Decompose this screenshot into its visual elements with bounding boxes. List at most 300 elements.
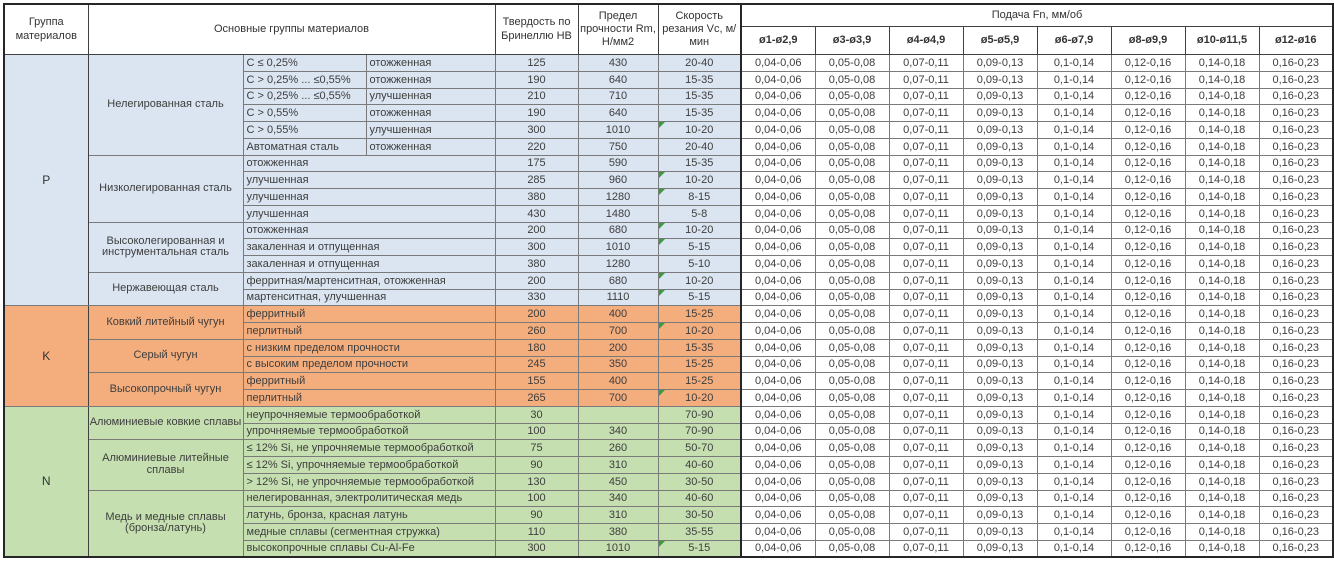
feed-cell: 0,09-0,13	[963, 71, 1037, 88]
material-detail-cell: C > 0,25% ... ≤0,55%	[243, 71, 366, 88]
feed-cell: 0,16-0,23	[1259, 440, 1333, 457]
rm-cell: 680	[578, 222, 658, 239]
feed-cell: 0,1-0,14	[1037, 105, 1111, 122]
feed-cell: 0,09-0,13	[963, 222, 1037, 239]
feed-cell: 0,07-0,11	[889, 373, 963, 390]
vc-cell	[658, 457, 741, 474]
feed-cell: 0,09-0,13	[963, 373, 1037, 390]
feed-cell: 0,16-0,23	[1259, 390, 1333, 407]
material-detail-cell: с низким пределом прочности	[243, 339, 495, 356]
feed-cell: 0,04-0,06	[741, 473, 815, 490]
subgroup-name-cell: Высоколегированная и инструментальная сталь	[88, 222, 243, 272]
header-main-groups: Основные группы материалов	[88, 4, 495, 55]
feed-cell: 0,14-0,18	[1185, 289, 1259, 306]
feed-cell: 0,05-0,08	[815, 373, 889, 390]
note-triangle-icon	[659, 122, 665, 128]
feed-cell: 0,14-0,18	[1185, 356, 1259, 373]
feed-cell: 0,16-0,23	[1259, 373, 1333, 390]
rm-cell: 1010	[578, 122, 658, 139]
feed-cell: 0,04-0,06	[741, 323, 815, 340]
hb-cell: 200	[495, 272, 578, 289]
vc-cell	[658, 55, 741, 72]
feed-cell: 0,16-0,23	[1259, 507, 1333, 524]
material-detail-cell: перлитный	[243, 323, 495, 340]
subgroup-name-cell: Ковкий литейный чугун	[88, 306, 243, 340]
feed-cell: 0,04-0,06	[741, 155, 815, 172]
vc-cell	[658, 222, 741, 239]
feed-cell: 0,07-0,11	[889, 239, 963, 256]
header-row-top	[4, 4, 1333, 27]
hb-cell: 90	[495, 507, 578, 524]
rm-cell: 310	[578, 507, 658, 524]
feed-cell: 0,12-0,16	[1111, 239, 1185, 256]
feed-cell: 0,14-0,18	[1185, 138, 1259, 155]
feed-cell: 0,12-0,16	[1111, 205, 1185, 222]
hb-cell: 110	[495, 524, 578, 541]
header-dia-2: ø3-ø3,9	[815, 27, 889, 55]
vc-cell	[658, 423, 741, 440]
vc-value: 15-25	[685, 358, 714, 371]
feed-cell: 0,14-0,18	[1185, 323, 1259, 340]
feed-cell: 0,12-0,16	[1111, 256, 1185, 273]
feed-cell: 0,16-0,23	[1259, 473, 1333, 490]
feed-cell: 0,04-0,06	[741, 256, 815, 273]
feed-cell: 0,04-0,06	[741, 490, 815, 507]
feed-cell: 0,04-0,06	[741, 289, 815, 306]
feed-cell: 0,16-0,23	[1259, 339, 1333, 356]
feed-cell: 0,1-0,14	[1037, 540, 1111, 557]
feed-cell: 0,16-0,23	[1259, 172, 1333, 189]
vc-cell	[658, 122, 741, 139]
feed-cell: 0,1-0,14	[1037, 356, 1111, 373]
feed-cell: 0,05-0,08	[815, 138, 889, 155]
subgroup-name-cell: Нелегированная сталь	[88, 55, 243, 156]
header-dia-5: ø6-ø7,9	[1037, 27, 1111, 55]
feed-cell: 0,07-0,11	[889, 473, 963, 490]
feed-cell: 0,1-0,14	[1037, 373, 1111, 390]
feed-cell: 0,07-0,11	[889, 406, 963, 423]
feed-cell: 0,16-0,23	[1259, 356, 1333, 373]
feed-cell: 0,07-0,11	[889, 205, 963, 222]
vc-value: 70-90	[685, 408, 714, 421]
feed-cell: 0,1-0,14	[1037, 222, 1111, 239]
feed-cell: 0,04-0,06	[741, 339, 815, 356]
vc-value: 15-35	[685, 73, 714, 86]
feed-cell: 0,16-0,23	[1259, 289, 1333, 306]
feed-cell: 0,04-0,06	[741, 239, 815, 256]
subgroup-name-cell: Медь и медные сплавы (бронза/латунь)	[88, 490, 243, 557]
feed-cell: 0,04-0,06	[741, 406, 815, 423]
feed-cell: 0,1-0,14	[1037, 339, 1111, 356]
feed-cell: 0,12-0,16	[1111, 105, 1185, 122]
rm-cell: 680	[578, 272, 658, 289]
feed-cell: 0,14-0,18	[1185, 507, 1259, 524]
table-row	[4, 490, 1333, 507]
feed-cell: 0,09-0,13	[963, 272, 1037, 289]
rm-cell	[578, 406, 658, 423]
material-detail-cell: перлитный	[243, 390, 495, 407]
rm-cell: 710	[578, 88, 658, 105]
hb-cell: 30	[495, 406, 578, 423]
rm-cell: 310	[578, 457, 658, 474]
feed-cell: 0,05-0,08	[815, 155, 889, 172]
note-triangle-icon	[659, 541, 665, 547]
vc-value: 8-15	[688, 190, 711, 203]
hb-cell: 130	[495, 473, 578, 490]
feed-cell: 0,14-0,18	[1185, 306, 1259, 323]
feed-cell: 0,07-0,11	[889, 138, 963, 155]
feed-cell: 0,05-0,08	[815, 457, 889, 474]
feed-cell: 0,09-0,13	[963, 306, 1037, 323]
subgroup-name-cell: Низколегированная сталь	[88, 155, 243, 222]
vc-value: 35-55	[685, 525, 714, 538]
hb-cell: 180	[495, 339, 578, 356]
feed-cell: 0,09-0,13	[963, 155, 1037, 172]
material-detail-cell: улучшенная	[243, 205, 495, 222]
vc-cell	[658, 239, 741, 256]
feed-cell: 0,12-0,16	[1111, 88, 1185, 105]
feed-cell: 0,16-0,23	[1259, 122, 1333, 139]
vc-cell	[658, 189, 741, 206]
subgroup-name-cell: Высокопрочный чугун	[88, 373, 243, 407]
feed-cell: 0,12-0,16	[1111, 473, 1185, 490]
feed-cell: 0,16-0,23	[1259, 256, 1333, 273]
table-row	[4, 55, 1333, 72]
material-state-cell: отожженная	[366, 55, 495, 72]
material-detail-cell: ферритный	[243, 306, 495, 323]
rm-cell: 1010	[578, 239, 658, 256]
hb-cell: 260	[495, 323, 578, 340]
material-state-cell: отожженная	[366, 138, 495, 155]
feed-cell: 0,14-0,18	[1185, 205, 1259, 222]
hb-cell: 220	[495, 138, 578, 155]
vc-cell	[658, 507, 741, 524]
header-feed-title: Подача Fn, мм/об	[741, 4, 1333, 27]
feed-cell: 0,04-0,06	[741, 440, 815, 457]
note-triangle-icon	[659, 273, 665, 279]
feed-cell: 0,14-0,18	[1185, 339, 1259, 356]
feed-cell: 0,16-0,23	[1259, 138, 1333, 155]
feed-cell: 0,09-0,13	[963, 356, 1037, 373]
vc-value: 15-35	[685, 107, 714, 120]
hb-cell: 90	[495, 457, 578, 474]
vc-value: 15-35	[685, 90, 714, 103]
feed-cell: 0,14-0,18	[1185, 540, 1259, 557]
feed-cell: 0,05-0,08	[815, 356, 889, 373]
material-detail-cell: неупрочняемые термообработкой	[243, 406, 495, 423]
hb-cell: 100	[495, 423, 578, 440]
group-code-cell: P	[4, 55, 88, 306]
material-detail-cell: Автоматная сталь	[243, 138, 366, 155]
feed-cell: 0,14-0,18	[1185, 272, 1259, 289]
feed-cell: 0,14-0,18	[1185, 373, 1259, 390]
feed-cell: 0,1-0,14	[1037, 457, 1111, 474]
header-dia-8: ø12-ø16	[1259, 27, 1333, 55]
hb-cell: 300	[495, 540, 578, 557]
table-row	[4, 155, 1333, 172]
hb-cell: 200	[495, 222, 578, 239]
feed-cell: 0,14-0,18	[1185, 122, 1259, 139]
material-detail-cell: C > 0,55%	[243, 105, 366, 122]
feed-cell: 0,05-0,08	[815, 306, 889, 323]
hb-cell: 300	[495, 122, 578, 139]
feed-cell: 0,1-0,14	[1037, 524, 1111, 541]
vc-cell	[658, 356, 741, 373]
vc-cell	[658, 88, 741, 105]
vc-cell	[658, 473, 741, 490]
rm-cell: 1280	[578, 256, 658, 273]
feed-cell: 0,05-0,08	[815, 105, 889, 122]
feed-cell: 0,09-0,13	[963, 490, 1037, 507]
vc-value: 20-40	[685, 140, 714, 153]
feed-cell: 0,1-0,14	[1037, 122, 1111, 139]
feed-cell: 0,05-0,08	[815, 205, 889, 222]
feed-cell: 0,04-0,06	[741, 122, 815, 139]
rm-cell: 350	[578, 356, 658, 373]
material-detail-cell: закаленная и отпущенная	[243, 256, 495, 273]
feed-cell: 0,1-0,14	[1037, 289, 1111, 306]
feed-cell: 0,09-0,13	[963, 205, 1037, 222]
note-triangle-icon	[659, 323, 665, 329]
feed-cell: 0,05-0,08	[815, 55, 889, 72]
material-detail-cell: мартенситная, улучшенная	[243, 289, 495, 306]
rm-cell: 640	[578, 71, 658, 88]
feed-cell: 0,12-0,16	[1111, 189, 1185, 206]
hb-cell: 210	[495, 88, 578, 105]
hb-cell: 330	[495, 289, 578, 306]
hb-cell: 100	[495, 490, 578, 507]
vc-cell	[658, 138, 741, 155]
material-detail-cell: медные сплавы (сегментная стружка)	[243, 524, 495, 541]
feed-cell: 0,05-0,08	[815, 71, 889, 88]
header-strength-rm: Предел прочности Rm, Н/мм2	[578, 4, 658, 55]
feed-cell: 0,14-0,18	[1185, 222, 1259, 239]
material-state-cell: отожженная	[366, 71, 495, 88]
vc-value: 40-60	[685, 492, 714, 505]
feed-cell: 0,12-0,16	[1111, 71, 1185, 88]
rm-cell: 200	[578, 339, 658, 356]
rm-cell: 1010	[578, 540, 658, 557]
hb-cell: 300	[495, 239, 578, 256]
feed-cell: 0,14-0,18	[1185, 71, 1259, 88]
vc-value: 5-15	[688, 241, 711, 254]
vc-value: 10-20	[685, 274, 714, 287]
feed-cell: 0,14-0,18	[1185, 155, 1259, 172]
vc-value: 70-90	[685, 425, 714, 438]
feed-cell: 0,04-0,06	[741, 373, 815, 390]
feed-cell: 0,1-0,14	[1037, 138, 1111, 155]
vc-cell	[658, 373, 741, 390]
feed-cell: 0,09-0,13	[963, 440, 1037, 457]
feed-cell: 0,1-0,14	[1037, 490, 1111, 507]
feed-cell: 0,07-0,11	[889, 390, 963, 407]
feed-cell: 0,12-0,16	[1111, 524, 1185, 541]
feed-cell: 0,04-0,06	[741, 222, 815, 239]
feed-cell: 0,12-0,16	[1111, 406, 1185, 423]
note-triangle-icon	[659, 239, 665, 245]
feed-cell: 0,16-0,23	[1259, 222, 1333, 239]
hb-cell: 430	[495, 205, 578, 222]
feed-cell: 0,07-0,11	[889, 122, 963, 139]
vc-value: 10-20	[685, 324, 714, 337]
feed-cell: 0,14-0,18	[1185, 88, 1259, 105]
material-detail-cell: отожженная	[243, 155, 495, 172]
header-dia-7: ø10-ø11,5	[1185, 27, 1259, 55]
feed-cell: 0,1-0,14	[1037, 189, 1111, 206]
feed-cell: 0,09-0,13	[963, 172, 1037, 189]
rm-cell: 430	[578, 55, 658, 72]
material-detail-cell: закаленная и отпущенная	[243, 239, 495, 256]
vc-cell	[658, 406, 741, 423]
feed-cell: 0,09-0,13	[963, 339, 1037, 356]
feed-cell: 0,16-0,23	[1259, 490, 1333, 507]
feed-cell: 0,07-0,11	[889, 55, 963, 72]
feed-cell: 0,07-0,11	[889, 105, 963, 122]
rm-cell: 700	[578, 390, 658, 407]
feed-cell: 0,04-0,06	[741, 205, 815, 222]
feed-cell: 0,04-0,06	[741, 540, 815, 557]
feed-cell: 0,1-0,14	[1037, 473, 1111, 490]
feed-cell: 0,04-0,06	[741, 524, 815, 541]
rm-cell: 1110	[578, 289, 658, 306]
feed-cell: 0,09-0,13	[963, 138, 1037, 155]
feed-cell: 0,09-0,13	[963, 239, 1037, 256]
vc-cell	[658, 540, 741, 557]
material-detail-cell: ≤ 12% Si, не упрочняемые термообработкой	[243, 440, 495, 457]
feed-cell: 0,05-0,08	[815, 406, 889, 423]
feed-cell: 0,05-0,08	[815, 440, 889, 457]
feed-cell: 0,05-0,08	[815, 423, 889, 440]
header-dia-4: ø5-ø5,9	[963, 27, 1037, 55]
table-row	[4, 306, 1333, 323]
feed-cell: 0,09-0,13	[963, 406, 1037, 423]
feed-cell: 0,16-0,23	[1259, 524, 1333, 541]
feed-cell: 0,04-0,06	[741, 356, 815, 373]
vc-value: 10-20	[685, 123, 714, 136]
feed-cell: 0,07-0,11	[889, 289, 963, 306]
group-code-cell: N	[4, 406, 88, 557]
feed-cell: 0,12-0,16	[1111, 339, 1185, 356]
vc-cell	[658, 390, 741, 407]
header-dia-3: ø4-ø4,9	[889, 27, 963, 55]
feed-cell: 0,1-0,14	[1037, 88, 1111, 105]
feed-cell: 0,04-0,06	[741, 55, 815, 72]
feed-cell: 0,16-0,23	[1259, 323, 1333, 340]
feed-cell: 0,16-0,23	[1259, 540, 1333, 557]
vc-value: 40-60	[685, 458, 714, 471]
material-detail-cell: с высоким пределом прочности	[243, 356, 495, 373]
feed-cell: 0,12-0,16	[1111, 138, 1185, 155]
vc-value: 5-15	[688, 542, 711, 555]
vc-value: 10-20	[685, 174, 714, 187]
feed-cell: 0,16-0,23	[1259, 205, 1333, 222]
feed-cell: 0,12-0,16	[1111, 172, 1185, 189]
vc-cell	[658, 105, 741, 122]
rm-cell: 1480	[578, 205, 658, 222]
feed-cell: 0,16-0,23	[1259, 55, 1333, 72]
vc-value: 15-25	[685, 375, 714, 388]
feed-cell: 0,05-0,08	[815, 272, 889, 289]
vc-cell	[658, 71, 741, 88]
table-header	[4, 4, 1333, 55]
feed-cell: 0,05-0,08	[815, 323, 889, 340]
feed-cell: 0,1-0,14	[1037, 390, 1111, 407]
feed-cell: 0,05-0,08	[815, 289, 889, 306]
feed-cell: 0,05-0,08	[815, 339, 889, 356]
hb-cell: 155	[495, 373, 578, 390]
feed-cell: 0,12-0,16	[1111, 373, 1185, 390]
feed-cell: 0,04-0,06	[741, 88, 815, 105]
feed-cell: 0,12-0,16	[1111, 423, 1185, 440]
material-detail-cell: высокопрочные сплавы Cu-Al-Fe	[243, 540, 495, 557]
feed-cell: 0,07-0,11	[889, 222, 963, 239]
feed-cell: 0,04-0,06	[741, 71, 815, 88]
feed-cell: 0,14-0,18	[1185, 440, 1259, 457]
feed-cell: 0,07-0,11	[889, 339, 963, 356]
feed-cell: 0,05-0,08	[815, 540, 889, 557]
note-triangle-icon	[659, 223, 665, 229]
material-state-cell: улучшенная	[366, 122, 495, 139]
hb-cell: 380	[495, 189, 578, 206]
feed-cell: 0,05-0,08	[815, 507, 889, 524]
feed-cell: 0,09-0,13	[963, 323, 1037, 340]
feed-cell: 0,05-0,08	[815, 256, 889, 273]
header-hardness-hb: Твердость по Бринеллю НВ	[495, 4, 578, 55]
feed-cell: 0,16-0,23	[1259, 423, 1333, 440]
rm-cell: 960	[578, 172, 658, 189]
rm-cell: 400	[578, 306, 658, 323]
vc-cell	[658, 490, 741, 507]
feed-cell: 0,05-0,08	[815, 122, 889, 139]
rm-cell: 400	[578, 373, 658, 390]
material-state-cell: отожженная	[366, 105, 495, 122]
feed-cell: 0,12-0,16	[1111, 507, 1185, 524]
feed-cell: 0,12-0,16	[1111, 440, 1185, 457]
feed-cell: 0,09-0,13	[963, 473, 1037, 490]
group-code-cell: K	[4, 306, 88, 407]
feed-cell: 0,14-0,18	[1185, 490, 1259, 507]
subgroup-name-cell: Алюминиевые ковкие сплавы	[88, 406, 243, 440]
feed-cell: 0,1-0,14	[1037, 239, 1111, 256]
feed-cell: 0,09-0,13	[963, 189, 1037, 206]
subgroup-name-cell: Алюминиевые литейные сплавы	[88, 440, 243, 490]
hb-cell: 265	[495, 390, 578, 407]
feed-cell: 0,07-0,11	[889, 540, 963, 557]
hb-cell: 190	[495, 71, 578, 88]
hb-cell: 200	[495, 306, 578, 323]
vc-value: 5-15	[688, 291, 711, 304]
note-triangle-icon	[659, 172, 665, 178]
feed-cell: 0,05-0,08	[815, 239, 889, 256]
feed-cell: 0,12-0,16	[1111, 272, 1185, 289]
feed-cell: 0,09-0,13	[963, 55, 1037, 72]
feed-cell: 0,1-0,14	[1037, 272, 1111, 289]
vc-value: 5-8	[691, 207, 708, 220]
feed-cell: 0,09-0,13	[963, 524, 1037, 541]
header-dia-6: ø8-ø9,9	[1111, 27, 1185, 55]
feed-cell: 0,16-0,23	[1259, 71, 1333, 88]
feed-cell: 0,12-0,16	[1111, 490, 1185, 507]
feed-cell: 0,04-0,06	[741, 306, 815, 323]
feed-cell: 0,12-0,16	[1111, 356, 1185, 373]
feed-cell: 0,16-0,23	[1259, 406, 1333, 423]
feed-cell: 0,14-0,18	[1185, 55, 1259, 72]
feed-cell: 0,07-0,11	[889, 256, 963, 273]
vc-cell	[658, 205, 741, 222]
feed-cell: 0,12-0,16	[1111, 55, 1185, 72]
feed-cell: 0,1-0,14	[1037, 205, 1111, 222]
material-state-cell: улучшенная	[366, 88, 495, 105]
